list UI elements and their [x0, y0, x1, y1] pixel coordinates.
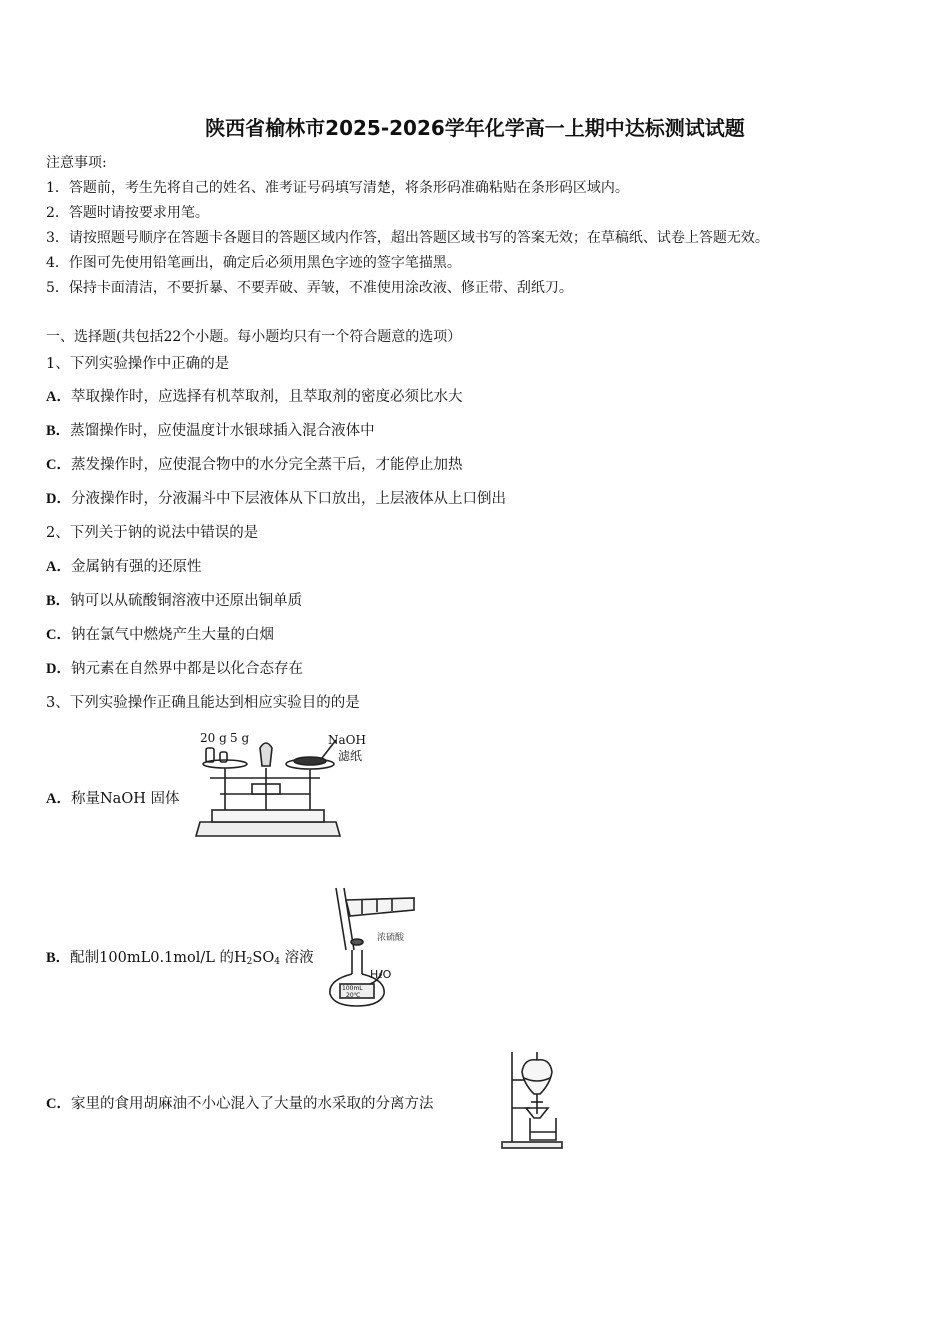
- fig-a-weights-label-2: 5 g: [230, 731, 250, 745]
- notice-item-5: 5．保持卡面清洁，不要折暴、不要弄破、弄皱，不准使用涂改液、修正带、刮纸刀。: [46, 280, 573, 296]
- q3-option-c: [46, 1092, 433, 1113]
- fig-b-acid-label: 浓硫酸: [377, 933, 405, 943]
- option-text: 家里的食用胡麻油不小心混入了大量的水采取的分离方法: [70, 1096, 434, 1112]
- q2-option-d: [46, 657, 303, 678]
- notice-heading: 注意事项:: [46, 155, 107, 171]
- q2-stem: 2、下列关于钠的说法中错误的是: [46, 525, 259, 541]
- option-label: B．: [46, 593, 71, 609]
- option-label: C．: [46, 457, 71, 473]
- fig-a-weights-label: 20 g: [200, 731, 227, 745]
- option-text: 蒸馏操作时，应使温度计水银球插入混合液体中: [70, 423, 375, 439]
- section-heading: 一、选择题(共包括22个小题。每小题均只有一个符合题意的选项）: [46, 329, 462, 345]
- notice-item-1: 1．答题前，考生先将自己的姓名、准考证号码填写清楚，将条形码准确粘贴在条形码区域内。: [46, 180, 629, 196]
- subscript-4: 4: [274, 957, 280, 967]
- option-text-post: 溶液: [279, 950, 314, 966]
- option-text: 蒸发操作时，应使混合物中的水分完全蒸干后，才能停止加热: [70, 457, 463, 473]
- option-label: C．: [46, 1096, 71, 1112]
- option-label: A．: [46, 559, 71, 575]
- option-text-pre: 配制100mL0.1mol/L 的H: [70, 950, 247, 966]
- notice-item-2: 2．答题时请按要求用笔。: [46, 205, 209, 221]
- page-title: 陕西省榆林市2025-2026学年化学高一上期中达标测试试题: [205, 116, 745, 140]
- q2-option-a: [46, 555, 201, 576]
- fig-b-temp-label: 20℃: [346, 992, 361, 999]
- option-text: 钠在氯气中燃烧产生大量的白烟: [70, 627, 274, 643]
- option-text: 分液操作时，分液漏斗中下层液体从下口放出，上层液体从上口倒出: [70, 491, 506, 507]
- option-text-mid: SO: [252, 950, 275, 966]
- fig-b-flask-label: 100mL: [342, 985, 363, 992]
- q1-option-b: [46, 419, 375, 440]
- volumetric-flask-figure: [322, 884, 422, 1010]
- option-label: C．: [46, 627, 71, 643]
- fig-a-naoh-label: NaOH: [328, 733, 366, 747]
- option-label: B．: [46, 950, 71, 966]
- q2-option-b: [46, 589, 302, 610]
- notice-item-4: 4．作图可先使用铅笔画出，确定后必须用黑色字迹的签字笔描黑。: [46, 255, 461, 271]
- q3-stem: 3、下列实验操作正确且能达到相应实验目的的是: [46, 695, 360, 711]
- subscript-2: 2: [246, 957, 253, 967]
- option-text: 钠可以从硫酸铜溶液中还原出铜单质: [70, 593, 303, 609]
- option-label: A．: [46, 389, 71, 405]
- option-label: B．: [46, 423, 71, 439]
- q1-option-c: [46, 453, 462, 474]
- fig-b-water-label: H₂O: [370, 968, 392, 981]
- notice-item-3: 3．请按照题号顺序在答题卡各题目的答题区域内作答，超出答题区域书写的答案无效；在草稿纸、试卷上答题无效。: [46, 230, 769, 246]
- fig-a-paper-label: 滤纸: [338, 749, 363, 763]
- q2-option-c: [46, 623, 274, 644]
- q3-option-b: [46, 946, 314, 967]
- separatory-funnel-figure: [500, 1048, 580, 1152]
- option-text: 称量NaOH 固体: [70, 791, 180, 807]
- option-label: D．: [46, 661, 71, 677]
- q3-option-a: [46, 787, 179, 808]
- option-text: 萃取操作时，应选择有机萃取剂，且萃取剂的密度必须比水大: [70, 389, 463, 405]
- balance-figure: [190, 728, 370, 840]
- option-text: 金属钠有强的还原性: [70, 559, 202, 575]
- option-text: 钠元素在自然界中都是以化合态存在: [70, 661, 303, 677]
- option-label: D．: [46, 491, 71, 507]
- q1-option-a: [46, 385, 462, 406]
- q1-option-d: [46, 487, 506, 508]
- q1-stem: 1、下列实验操作中正确的是: [46, 356, 230, 372]
- option-label: A．: [46, 791, 71, 807]
